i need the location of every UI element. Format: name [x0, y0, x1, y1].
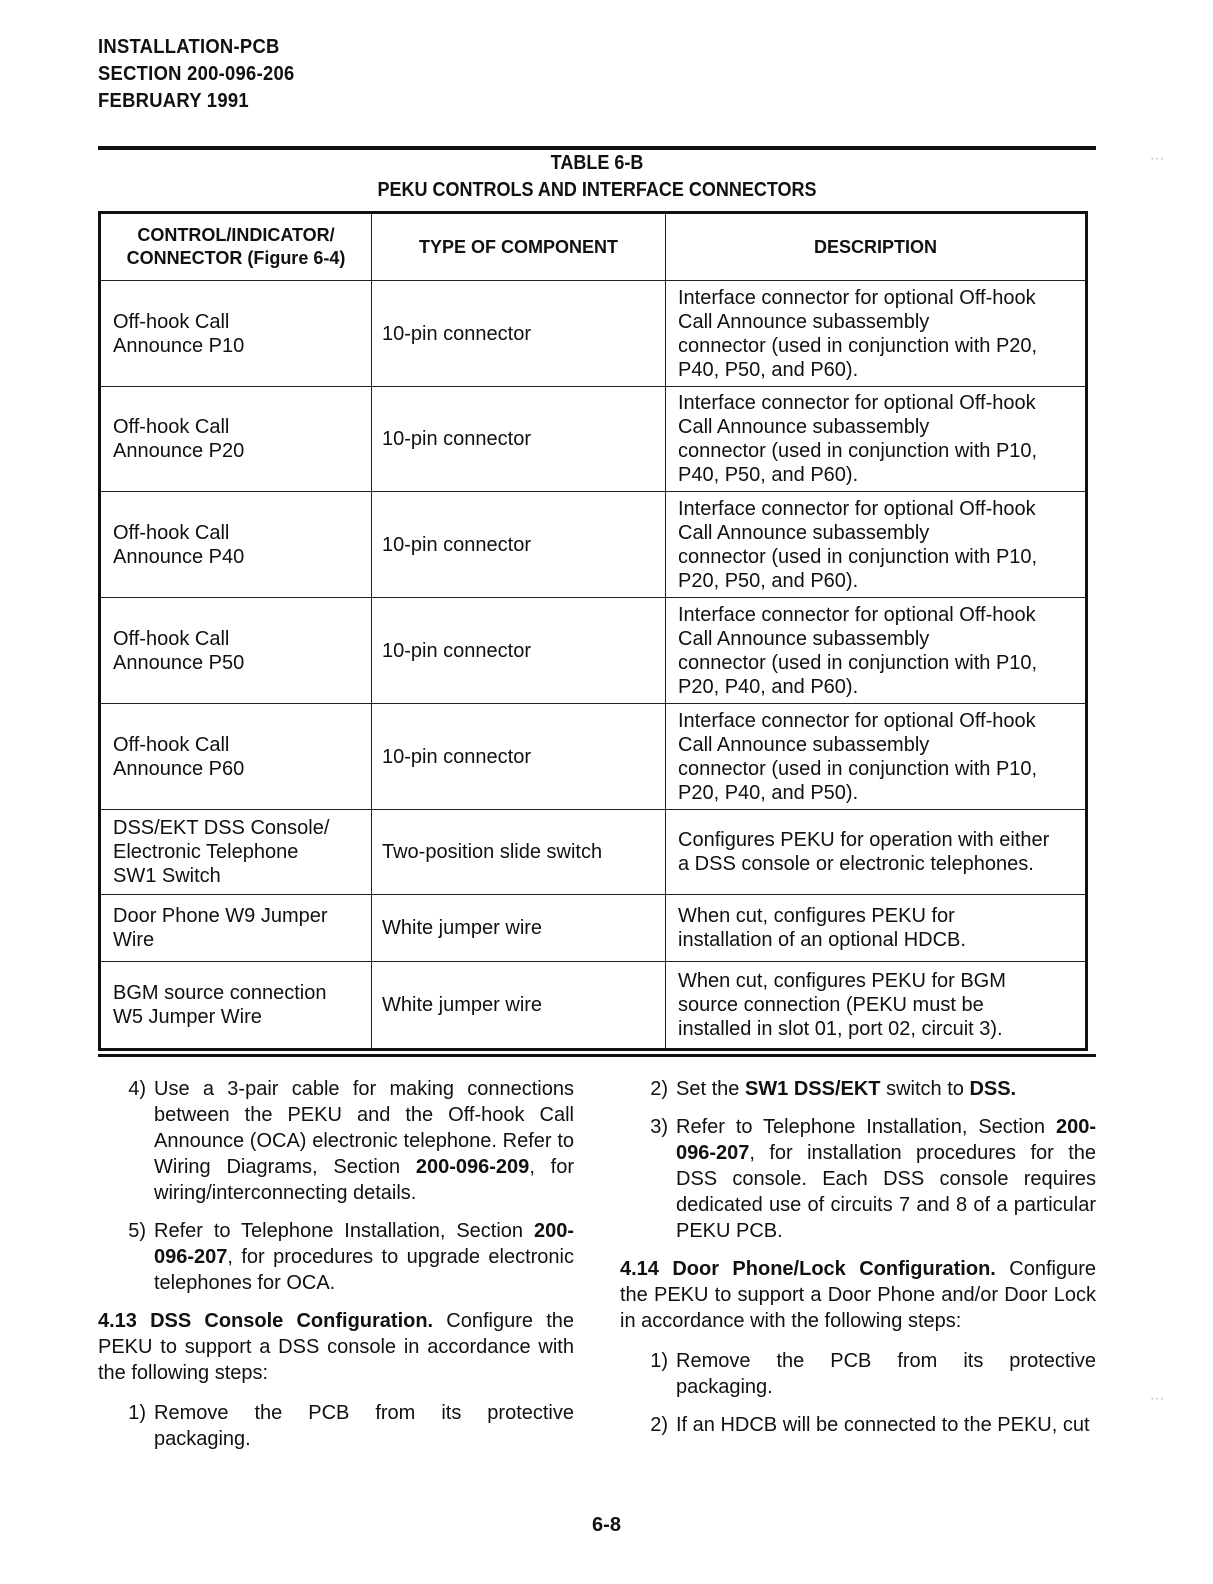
cell-line: Call Announce subassembly: [678, 310, 930, 333]
table-subtitle: PEKU CONTROLS AND INTERFACE CONNECTORS: [377, 179, 817, 201]
table-row: [100, 492, 1087, 598]
cell-line: connector (used in conjunction with P20,: [678, 334, 1038, 357]
section-4-14: [620, 1256, 1096, 1334]
section-reference: 200-096-209: [415, 1156, 530, 1178]
section-reference: 200-096-207: [154, 1220, 574, 1268]
table-row: [100, 281, 1087, 387]
step-3-dss: [620, 1114, 1096, 1244]
cell-component-type: White jumper wire: [372, 895, 666, 962]
cell-line: P20, P50, and P60).: [678, 569, 859, 592]
step-2-door: [620, 1412, 1096, 1438]
cell-description: [666, 962, 1087, 1050]
cell-line: P40, P50, and P60).: [678, 358, 859, 381]
cell-control: [100, 387, 372, 492]
cell-line: Call Announce subassembly: [678, 733, 930, 756]
step-number: 2): [650, 1414, 668, 1436]
cell-line: Off-hook Call: [113, 733, 230, 756]
cell-control: [100, 895, 372, 962]
step-text-a: Refer to Telephone Installation, Section: [154, 1220, 534, 1242]
step-text: [154, 1218, 574, 1296]
step-text: Remove the PCB from its protective packaging.: [676, 1350, 1096, 1398]
cell-control: [100, 704, 372, 810]
step-text-a: Use a 3-pair cable for making connections between the PEKU and the Off-hook Call Announce (OCA) electronic telephone. Refer to Wiring Diagrams, Section: [154, 1078, 574, 1178]
cell-line: Off-hook Call: [113, 416, 230, 438]
cell-control: [100, 598, 372, 704]
cell-line: Call Announce subassembly: [678, 416, 930, 438]
table-title-block: [98, 150, 1096, 204]
cell-line: P20, P40, and P60).: [678, 675, 859, 698]
cell-line: Interface connector for optional Off-hook: [678, 709, 1036, 732]
cell-component-type: 10-pin connector: [372, 281, 666, 387]
cell-component-type: 10-pin connector: [372, 387, 666, 492]
step-number: 3): [650, 1116, 668, 1138]
cell-line: SW1 Switch: [113, 865, 221, 887]
cell-line: Announce P10: [113, 334, 245, 357]
scan-artifact: ⋯: [1150, 1390, 1164, 1406]
section-text: Configure the PEKU to support a Door Phone and/or Door Lock in accordance with the following steps:: [620, 1258, 1097, 1332]
cell-component-type: 10-pin connector: [372, 598, 666, 704]
step-number: 5): [128, 1220, 146, 1242]
table-row: [100, 387, 1087, 492]
section-reference: 200-096-207: [676, 1116, 1096, 1164]
cell-line: connector (used in conjunction with P10,: [678, 440, 1038, 462]
step-number: 2): [650, 1078, 668, 1100]
cell-control: [100, 492, 372, 598]
cell-line: connector (used in conjunction with P10,: [678, 651, 1038, 674]
cell-line: DSS/EKT DSS Console/: [113, 817, 330, 839]
cell-line: a DSS console or electronic telephones.: [678, 853, 1034, 875]
page-number: 6-8: [592, 1514, 621, 1536]
cell-line: Announce P40: [113, 545, 245, 568]
step-text: [676, 1076, 1096, 1102]
step-text: [154, 1076, 574, 1206]
cell-line: Interface connector for optional Off-hook: [678, 497, 1036, 520]
cell-line: Call Announce subassembly: [678, 627, 930, 650]
section-heading: 4.14 Door Phone/Lock Configuration.: [620, 1258, 996, 1280]
cell-line: connector (used in conjunction with P10,: [678, 545, 1038, 568]
cell-line: Door Phone W9 Jumper: [113, 905, 328, 927]
cell-line: installed in slot 01, port 02, circuit 3).: [678, 1018, 1003, 1040]
section-heading: 4.13 DSS Console Configuration.: [98, 1310, 434, 1332]
scan-artifact: ⋯: [1150, 150, 1164, 166]
cell-line: Wire: [113, 929, 155, 951]
cell-line: Off-hook Call: [113, 310, 230, 333]
cell-description: [666, 598, 1087, 704]
cell-component-type: 10-pin connector: [372, 492, 666, 598]
bottom-rule: [98, 1054, 1096, 1057]
cell-line: Off-hook Call: [113, 627, 230, 650]
table-row: [100, 810, 1087, 895]
cell-line: Interface connector for optional Off-hook: [678, 603, 1036, 626]
cell-line: When cut, configures PEKU for: [678, 905, 955, 927]
switch-name: SW1 DSS/EKT: [744, 1078, 881, 1100]
cell-line: Electronic Telephone: [113, 841, 299, 863]
cell-description: [666, 810, 1087, 895]
step-text: Remove the PCB from its protective packaging.: [154, 1402, 574, 1450]
section-text: Configure the PEKU to support a DSS console in accordance with the following steps:: [98, 1310, 574, 1384]
header-type-of-component: TYPE OF COMPONENT: [372, 213, 666, 281]
cell-line: Off-hook Call: [113, 521, 230, 544]
cell-description: [666, 387, 1087, 492]
step-1-door: [620, 1348, 1096, 1400]
cell-control: [100, 281, 372, 387]
step-number: 1): [128, 1402, 146, 1424]
step-text-b: , for wiring/interconnecting details.: [154, 1156, 574, 1204]
cell-line: Announce P20: [113, 440, 245, 462]
section-4-13: [98, 1308, 574, 1386]
step-text-b: , for installation procedures for the DSS console. Each DSS console requires dedicated use of circuits 7 and 8 of a particular PEKU PCB.: [676, 1142, 1096, 1242]
header-description: DESCRIPTION: [666, 213, 1087, 281]
step-4: [98, 1076, 574, 1206]
table-title: TABLE 6-B: [550, 152, 644, 174]
step-2-dss: [620, 1076, 1096, 1102]
header-line-3: FEBRUARY 1991: [98, 90, 249, 112]
left-text-column: [98, 1076, 574, 1464]
cell-line: Call Announce subassembly: [678, 521, 930, 544]
table-row: [100, 598, 1087, 704]
cell-line: Announce P50: [113, 651, 245, 674]
cell-description: [666, 704, 1087, 810]
cell-line: W5 Jumper Wire: [113, 1006, 262, 1028]
cell-component-type: 10-pin connector: [372, 704, 666, 810]
cell-line: installation of an optional HDCB.: [678, 929, 966, 951]
cell-line: When cut, configures PEKU for BGM: [678, 970, 1006, 992]
cell-line: BGM source connection: [113, 982, 327, 1004]
cell-component-type: White jumper wire: [372, 962, 666, 1050]
header-col1-line1: CONTROL/INDICATOR/: [137, 225, 335, 245]
step-text-a: Refer to Telephone Installation, Section: [676, 1116, 1056, 1138]
table-row: [100, 895, 1087, 962]
step-number: 1): [650, 1350, 668, 1372]
table-row: [100, 704, 1087, 810]
cell-line: P20, P40, and P50).: [678, 781, 859, 804]
step-text-a: Set the: [676, 1078, 745, 1100]
table-row: [100, 962, 1087, 1050]
cell-description: [666, 895, 1087, 962]
cell-line: Interface connector for optional Off-hook: [678, 392, 1036, 414]
step-text-b: switch to: [880, 1078, 970, 1100]
peku-controls-table: [98, 211, 1088, 1051]
cell-component-type: Two-position slide switch: [372, 810, 666, 895]
step-text-b: , for procedures to upgrade electronic telephones for OCA.: [154, 1246, 574, 1294]
cell-line: P40, P50, and P60).: [678, 464, 859, 486]
cell-description: [666, 492, 1087, 598]
header-line-1: INSTALLATION-PCB: [98, 36, 280, 58]
header-control-indicator: [100, 213, 372, 281]
right-text-column: [620, 1076, 1096, 1450]
cell-line: source connection (PEKU must be: [678, 994, 984, 1016]
header-col1-line2: CONNECTOR (Figure 6-4): [126, 248, 346, 268]
cell-line: Interface connector for optional Off-hook: [678, 286, 1036, 309]
header-line-2: SECTION 200-096-206: [98, 63, 295, 85]
step-number: 4): [128, 1078, 146, 1100]
cell-line: connector (used in conjunction with P10,: [678, 757, 1038, 780]
cell-control: [100, 962, 372, 1050]
step-5: [98, 1218, 574, 1296]
switch-position: DSS.: [969, 1078, 1017, 1100]
cell-control: [100, 810, 372, 895]
cell-line: Configures PEKU for operation with either: [678, 829, 1050, 851]
cell-line: Announce P60: [113, 757, 245, 780]
table-body: [100, 281, 1087, 1050]
document-header: [98, 34, 312, 115]
step-1-dss: [98, 1400, 574, 1452]
table-header-row: [100, 213, 1087, 281]
step-text: [676, 1114, 1096, 1244]
cell-description: [666, 281, 1087, 387]
step-text: If an HDCB will be connected to the PEKU, cut: [676, 1414, 1090, 1436]
